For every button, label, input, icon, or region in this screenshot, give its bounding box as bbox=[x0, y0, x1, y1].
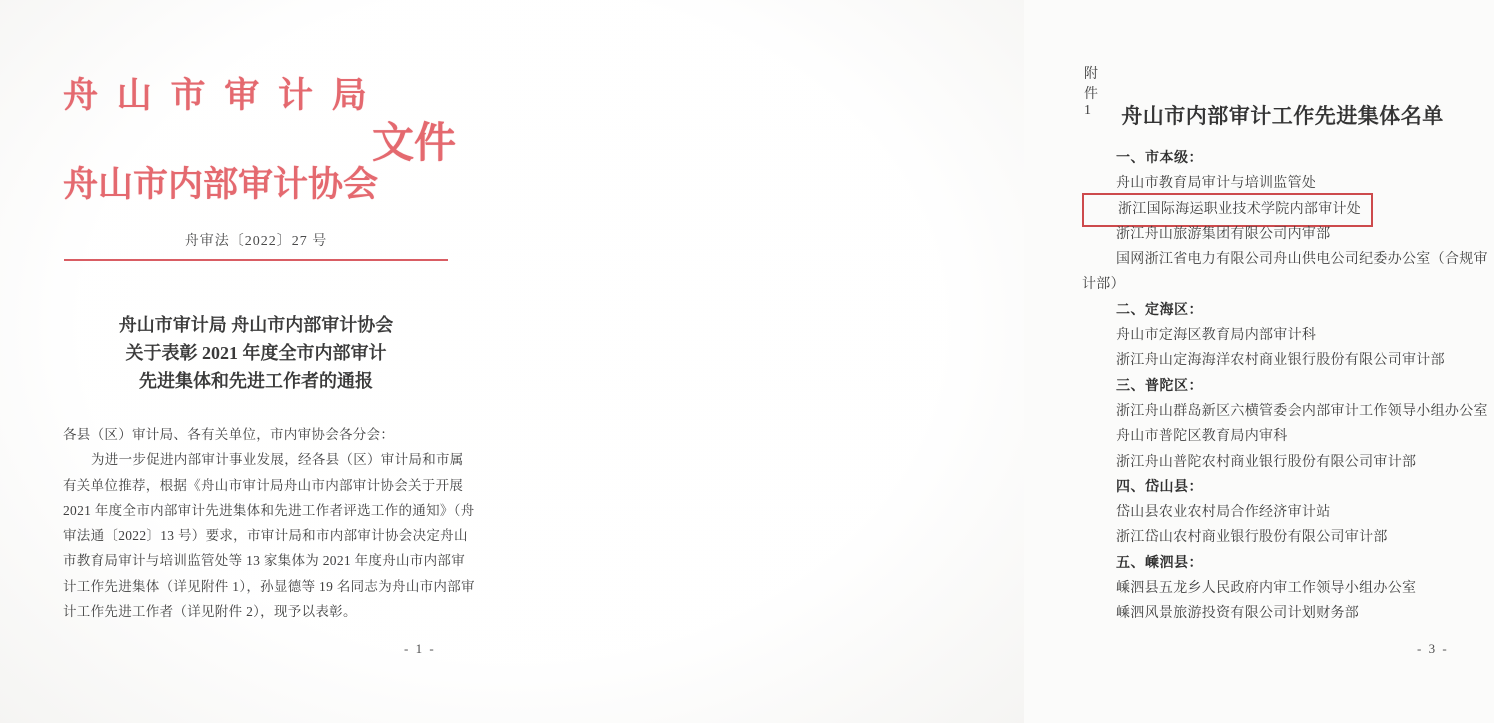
award-list bbox=[1082, 146, 1494, 627]
section-heading: 四、岱山县： bbox=[1116, 479, 1203, 495]
body-line: 有关单位推荐，根据《舟山市审计局舟山市内部审计协会关于开展 bbox=[63, 477, 464, 493]
page-number-right: - 3 - bbox=[1417, 641, 1449, 656]
page-number-left: - 1 - bbox=[404, 641, 436, 656]
right-page bbox=[512, 0, 1488, 723]
list-item: 岱山县农业农村局合作经济审计站 bbox=[1116, 505, 1331, 521]
document-title-line: 舟山市审计局 舟山市内部审计协会 bbox=[118, 315, 394, 335]
left-page bbox=[0, 0, 512, 723]
list-item: 嵊泗风景旅游投资有限公司计划财务部 bbox=[1116, 606, 1360, 622]
list-item: 浙江舟山群岛新区六横管委会内部审计工作领导小组办公室 bbox=[1116, 403, 1488, 419]
document-title bbox=[63, 311, 449, 395]
list-item: 舟山市普陀区教育局内审科 bbox=[1116, 429, 1288, 445]
list-item: 嵊泗县五龙乡人民政府内审工作领导小组办公室 bbox=[1116, 581, 1417, 597]
document-title-line: 关于表彰 2021 年度全市内部审计 bbox=[125, 343, 387, 363]
body-line: 各县（区）审计局、各有关单位，市内审协会各分会： bbox=[63, 427, 395, 442]
red-header-rule bbox=[64, 259, 448, 261]
body-line: 计工作先进集体（详见附件 1），孙显德等 19 名同志为舟山市内部审 bbox=[63, 578, 475, 594]
list-item: 浙江舟山普陀农村商业银行股份有限公司审计部 bbox=[1116, 454, 1417, 470]
body-line: 审法通〔2022〕13 号）要求，市审计局和市内部审计协会决定舟山 bbox=[63, 528, 468, 544]
attachment-label: 附件1 bbox=[1084, 67, 1098, 118]
section-heading: 二、定海区： bbox=[1116, 302, 1203, 318]
section-heading: 一、市本级： bbox=[1116, 151, 1203, 166]
list-item: 国网浙江省电力有限公司舟山供电公司纪委办公室（合规审计部） bbox=[1082, 252, 1488, 293]
body-line: 计工作先进工作者（详见附件 2），现予以表彰。 bbox=[63, 604, 357, 620]
body-line: 为进一步促进内部审计事业发展，经各县（区）审计局和市属 bbox=[91, 452, 464, 468]
list-item-highlighted bbox=[1082, 197, 1494, 222]
document-title-line: 先进集体和先进工作者的通报 bbox=[139, 371, 373, 391]
highlight-box: 浙江国际海运职业技术学院内部审计处 bbox=[1082, 193, 1373, 227]
body-line: 2021 年度全市内部审计先进集体和先进工作者评选工作的通知》（舟 bbox=[63, 502, 475, 518]
attachment-title: 舟山市内部审计工作先进集体名单 bbox=[1121, 104, 1444, 128]
agency-name-line2: 舟山市内部审计协会 bbox=[63, 165, 379, 204]
list-item: 舟山市定海区教育局内部审计科 bbox=[1116, 328, 1317, 344]
body-line: 市教育局审计与培训监管处等 13 家集体为 2021 年度舟山市内部审 bbox=[63, 553, 465, 569]
document-type-label: 文件 bbox=[372, 121, 457, 167]
section-heading: 三、普陀区： bbox=[1116, 378, 1203, 394]
agency-name-line1: 舟 山 市 审 计 局 bbox=[63, 76, 372, 115]
list-item: 浙江舟山定海海洋农村商业银行股份有限公司审计部 bbox=[1116, 353, 1445, 369]
list-item: 浙江舟山旅游集团有限公司内审部 bbox=[1116, 226, 1331, 242]
document-number: 舟审法〔2022〕27 号 bbox=[184, 234, 328, 249]
list-item: 浙江岱山农村商业银行股份有限公司审计部 bbox=[1116, 530, 1388, 546]
body-paragraph bbox=[63, 422, 475, 624]
section-heading: 五、嵊泗县： bbox=[1116, 555, 1203, 571]
list-item: 舟山市教育局审计与培训监管处 bbox=[1116, 176, 1317, 192]
